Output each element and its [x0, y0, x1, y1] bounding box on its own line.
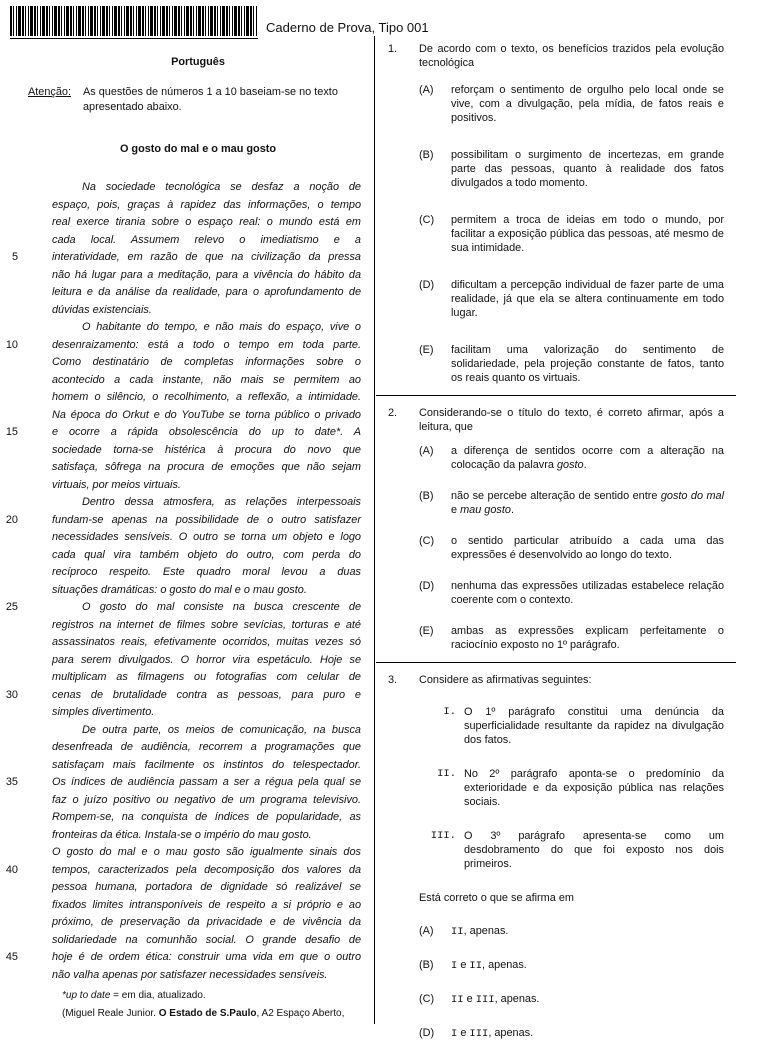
- passage-line: [28, 459, 368, 477]
- passage-line-text: simples divertimento.: [52, 706, 155, 718]
- option-b[interactable]: [419, 148, 724, 190]
- passage-line-text: cada local. Assumem relevo o imediatismo e a: [52, 233, 361, 246]
- line-number: 30: [5, 688, 18, 701]
- line-number: 5: [11, 251, 18, 263]
- statement-3: [426, 829, 724, 871]
- question-stem: Considerando-se o título do texto, é correto afirmar, após a leitura, que: [419, 407, 724, 433]
- passage-line-text: faz o juízo positivo ou negativo de um programa televisivo.: [52, 793, 361, 806]
- credit-source: O Estado de S.Paulo: [158, 1008, 257, 1019]
- passage-line: [5, 949, 368, 967]
- passage-line-text: tempos, caracterizados pela decomposição dos valores da: [52, 863, 361, 876]
- passage-line-text: interatividade, em razão de que na civilização da pressa: [52, 251, 361, 263]
- passage-line-text: O habitante do tempo, e não mais do espaço, vive o: [82, 321, 361, 333]
- attention-text: As questões de números 1 a 10 baseiam-se no texto apresentado abaixo.: [83, 86, 338, 113]
- passage-line-text: leitura e da análise da realidade, para o aprofundamento de: [52, 286, 361, 298]
- header-rule: [10, 38, 258, 39]
- option-label: (A): [419, 84, 434, 96]
- credit-author: (Miguel Reale Junior.: [62, 1008, 159, 1019]
- passage-line: [5, 599, 368, 617]
- option-sep: e: [463, 993, 476, 1005]
- passage-line-text: Na sociedade tecnológica se desfaz a noção de: [82, 181, 361, 193]
- statement-2: [426, 767, 724, 809]
- option-roman-a: I: [451, 1028, 458, 1040]
- passage-line: [28, 739, 368, 757]
- passage-line: [11, 249, 368, 267]
- option-text: dificultam a percepção individual de fazer parte de uma realidade, já que ela se altera continuamente em todo lugar.: [451, 279, 724, 319]
- option-b[interactable]: [419, 958, 724, 973]
- option-a[interactable]: [419, 444, 724, 472]
- passage-line-text: desenraizamento: está a todo o tempo em toda parte.: [52, 338, 361, 351]
- question-2: [388, 406, 724, 652]
- option-rest: , apenas.: [482, 959, 527, 971]
- question-number: 3.: [388, 674, 398, 686]
- question-stem: De acordo com o texto, os benefícios trazidos pela evolução tecnológica: [419, 43, 724, 69]
- passage-line: [28, 914, 368, 932]
- passage-line-text: Rompem-se, na conquista de índices de popularidade, as: [52, 811, 361, 823]
- passage-line: [28, 197, 368, 215]
- credit-rest: , A2 Espaço Aberto,: [256, 1008, 345, 1019]
- footnote-term: *up to date: [62, 990, 111, 1001]
- option-c[interactable]: [419, 534, 724, 562]
- passage-line-text: para serem divulgados. O horror vira espetáculo. Hoje se: [52, 653, 361, 666]
- passage-line-text: O gosto do mal consiste na busca crescente de: [82, 601, 361, 613]
- option-text-mid: e: [451, 504, 461, 516]
- option-label: (E): [419, 625, 434, 637]
- passage-line-text: Dentro dessa atmosfera, as relações interpessoais: [82, 496, 361, 508]
- option-label: (A): [419, 925, 434, 937]
- passage: [5, 179, 368, 984]
- question-separator: [376, 662, 736, 663]
- passage-line: [28, 302, 368, 320]
- option-sep: e: [457, 1027, 470, 1039]
- passage-line-text: virtuais, por meios virtuais.: [52, 478, 181, 491]
- passage-line: [28, 722, 368, 740]
- passage-line-text: fronteiras da ética. Instala-se o império do mau gosto.: [52, 828, 312, 841]
- passage-line-text: não há lugar para a meditação, para a vivência do hábito da: [52, 268, 361, 281]
- option-rest: , apenas.: [463, 925, 509, 937]
- line-number: 10: [5, 338, 18, 351]
- question-3: [388, 673, 724, 1041]
- passage-line: [28, 284, 368, 302]
- option-end: .: [510, 504, 514, 516]
- attention-note: [28, 85, 368, 115]
- option-a[interactable]: [419, 924, 724, 939]
- passage-line-text: Na época do Orkut e do YouTube se torna público o privado: [52, 408, 361, 421]
- line-number: 45: [5, 951, 18, 963]
- footnote-definition: = em dia, atualizado.: [110, 990, 206, 1001]
- option-emphasis: mau gosto: [460, 504, 511, 516]
- option-roman-b: III: [475, 994, 495, 1006]
- passage-line: [28, 582, 368, 600]
- option-text: nenhuma das expressões utilizadas estabelece relação coerente com o contexto.: [451, 580, 724, 606]
- option-d[interactable]: [419, 278, 724, 320]
- passage-line: [28, 652, 368, 670]
- line-number: 15: [5, 426, 18, 438]
- passage-line: [28, 319, 368, 337]
- passage-line-text: fundam-se apenas na possibilidade de o outro satisfazer: [52, 513, 361, 526]
- statement-label: III.: [430, 830, 456, 842]
- passage-line: [28, 529, 368, 547]
- statement-text: O 3º parágrafo apresenta-se como um desdobramento do que foi exposto nos dois primeiros.: [464, 830, 724, 870]
- passage-line: [5, 424, 368, 442]
- option-roman-a: II: [451, 926, 464, 938]
- option-c[interactable]: [419, 213, 724, 255]
- option-roman-a: I: [451, 960, 458, 972]
- option-roman-a: II: [451, 994, 464, 1006]
- passage-line-text: assassinatos reais, efetivamente ocorridos, muitas vezes só: [52, 636, 361, 648]
- option-b[interactable]: [419, 489, 724, 517]
- option-emphasis: gosto do mal: [660, 490, 724, 502]
- passage-line-text: necessidades sensíveis. O outro se torna um objeto e logo: [52, 531, 361, 543]
- passage-line: [28, 494, 368, 512]
- passage-line: [28, 354, 368, 372]
- passage-line-text: cenas de brutalidade contra as pessoas, para puro e: [52, 688, 361, 701]
- passage-line-text: sociedade torna-se histérica à procura do novo que: [52, 443, 361, 456]
- question-number: 1.: [388, 43, 398, 55]
- passage-line: [28, 267, 368, 285]
- option-end: .: [583, 459, 587, 471]
- passage-line-text: pessoa humana, portadora de dignidade só realizável se: [52, 881, 361, 893]
- passage-line: [5, 337, 368, 355]
- passage-line: [28, 827, 368, 845]
- option-label: (E): [419, 344, 434, 356]
- passage-line: [28, 967, 368, 985]
- passage-line: [5, 862, 368, 880]
- line-number: 20: [5, 513, 18, 526]
- passage-line: [28, 932, 368, 950]
- option-label: (D): [419, 580, 435, 592]
- option-e[interactable]: [419, 343, 724, 385]
- column-divider: [374, 36, 375, 1024]
- passage-line-text: O gosto do mal e o mau gosto são igualmente sinais dos: [52, 846, 361, 858]
- passage-line-text: multiplicam as filmagens ou fotografias com celular de: [52, 671, 361, 683]
- statement-1: [426, 705, 724, 747]
- passage-line: [28, 442, 368, 460]
- passage-line: [5, 687, 368, 705]
- option-label: (B): [419, 490, 434, 502]
- subject-title: Português: [171, 56, 225, 68]
- passage-line: [28, 879, 368, 897]
- option-text: a diferença de sentidos ocorre com a alteração na colocação da palavra: [451, 445, 724, 471]
- source-credit: [62, 1007, 362, 1021]
- line-number: 35: [5, 776, 18, 788]
- passage-line-text: De outra parte, os meios de comunicação, na busca: [82, 723, 361, 736]
- line-number: 40: [5, 863, 18, 876]
- passage-line-text: não valha apenas por satisfazer necessidades sensíveis.: [52, 968, 328, 981]
- passage-line: [28, 757, 368, 775]
- passage-line-text: acontecido a cada instante, não mais se permitem ao: [52, 373, 361, 386]
- question-number: 2.: [388, 407, 398, 419]
- statement-label: II.: [437, 768, 456, 780]
- passage-line: [28, 389, 368, 407]
- passage-line-text: homem o silêncio, o recolhimento, a reflexão, a intimidade.: [52, 391, 361, 403]
- option-label: (D): [419, 1027, 435, 1039]
- passage-line-text: dúvidas existenciais.: [52, 303, 152, 316]
- option-e[interactable]: [419, 624, 724, 652]
- statement-label: I.: [443, 706, 456, 718]
- passage-line: [28, 372, 368, 390]
- passage-line-text: Como destinatário de completas informações sobre o: [52, 356, 361, 368]
- passage-line-text: solidariedade na comunhão social. O grande desafio de: [52, 933, 361, 946]
- passage-line-text: fixados limites intransponíveis de respeito a si próprio e ao: [52, 898, 361, 911]
- statement-text: No 2º parágrafo aponta-se o predomínio da exterioridade e da exposição pública nas relações sociais.: [464, 768, 724, 808]
- passage-line-text: situações dramáticas: o gosto do mal e o mau gosto.: [52, 583, 307, 596]
- passage-line-text: registros na internet de filmes sobre sevícias, torturas e até: [52, 618, 361, 631]
- option-text: reforçam o sentimento de orgulho pelo local onde se vive, com a divulgação, pela mídia, de fatos reais e positivos.: [451, 84, 724, 124]
- passage-line: [28, 564, 368, 582]
- option-rest: , apenas.: [488, 1027, 534, 1039]
- question-1: [388, 42, 724, 385]
- passage-line-text: hoje é de ordem ética: construir uma vida em que o outro: [52, 951, 361, 963]
- option-label: (C): [419, 993, 435, 1005]
- option-label: (A): [419, 445, 434, 457]
- option-label: (C): [419, 535, 435, 547]
- line-number: 25: [5, 601, 18, 613]
- passage-line-text: real exerce tirania sobre o espaço real: o mundo está em: [52, 216, 361, 228]
- question-separator: [376, 395, 736, 396]
- option-sep: e: [457, 959, 470, 971]
- text-title: O gosto do mal e o mau gosto: [119, 143, 277, 155]
- passage-line: [28, 669, 368, 687]
- option-label: (B): [419, 149, 434, 161]
- passage-line: [28, 897, 368, 915]
- passage-line-text: Os índices de audiência passam a ser a régua pela qual se: [52, 776, 361, 788]
- option-text: facilitam uma valorização do sentimento de solidariedade, pela projeção constante de fatos, tanto os reais quanto os virtuais.: [451, 344, 724, 384]
- question-stem: Considere as afirmativas seguintes:: [419, 674, 592, 686]
- passage-line-text: satisfaça, sôfrega na procura de emoções que não sejam: [52, 461, 361, 473]
- option-label: (B): [419, 959, 434, 971]
- question-lead: Está correto o que se afirma em: [419, 892, 574, 904]
- footnote: [62, 990, 368, 1001]
- passage-line: [28, 214, 368, 232]
- passage-line-text: desenfreada de audiência, recorrem a programações que: [52, 741, 361, 753]
- right-column: [388, 42, 724, 1041]
- passage-line: [28, 407, 368, 425]
- passage-line: [28, 704, 368, 722]
- option-emphasis: gosto: [556, 459, 584, 471]
- option-d[interactable]: [419, 579, 724, 607]
- option-text: o sentido particular atribuído a cada uma das expressões é desenvolvido ao longo do texto.: [451, 535, 724, 561]
- passage-line: [28, 844, 368, 862]
- header-title: Caderno de Prova, Tipo 001: [266, 20, 429, 35]
- passage-line: [5, 774, 368, 792]
- option-text: não se percebe alteração de sentido entre: [451, 490, 661, 502]
- option-label: (D): [419, 279, 435, 291]
- passage-line-text: satisfaçam mais facilmente os instintos do telespectador.: [52, 758, 361, 771]
- attention-label: Atenção:: [28, 86, 71, 98]
- option-roman-b: III: [469, 1028, 489, 1040]
- option-rest: , apenas.: [494, 993, 540, 1005]
- passage-line: [28, 617, 368, 635]
- passage-line: [5, 512, 368, 530]
- passage-line: [28, 547, 368, 565]
- option-a[interactable]: [419, 83, 724, 125]
- left-column: [5, 50, 368, 1021]
- option-roman-b: II: [469, 960, 483, 972]
- passage-line-text: cada qual vira também objeto do outro, com perda do: [52, 548, 361, 561]
- passage-line: [28, 634, 368, 652]
- option-text: permitem a troca de ideias em todo o mundo, por facilitar a exposição pública das pessoas, até mesmo de sua intimidade.: [451, 214, 724, 254]
- passage-line-text: próximo, de preservação da privacidade e de vivência da: [52, 916, 361, 928]
- passage-line: [28, 809, 368, 827]
- passage-line-text: e ocorre a rápida obsolescência do up to date*. A: [52, 426, 361, 438]
- option-d[interactable]: [419, 1026, 724, 1041]
- barcode: [10, 6, 258, 36]
- option-c[interactable]: [419, 992, 724, 1007]
- passage-line-text: recíproco respeito. Este quadro moral levou a duas: [52, 566, 361, 578]
- passage-line: [28, 477, 368, 495]
- option-text: possibilitam o surgimento de incertezas, em grande parte das pessoas, quanto à realidade dos fatos divulgados a todo momento.: [451, 149, 724, 189]
- passage-line-text: espaço, pois, graças à rapidez das informações, o tempo: [52, 198, 361, 211]
- statement-text: O 1º parágrafo constitui uma denúncia da superficialidade resultante da rapidez na divulgação dos fatos.: [464, 706, 724, 746]
- option-text: ambas as expressões explicam perfeitamente o raciocínio exposto no 1º parágrafo.: [451, 625, 724, 651]
- passage-line: [28, 232, 368, 250]
- passage-line: [28, 179, 368, 197]
- passage-line: [28, 792, 368, 810]
- option-label: (C): [419, 214, 435, 226]
